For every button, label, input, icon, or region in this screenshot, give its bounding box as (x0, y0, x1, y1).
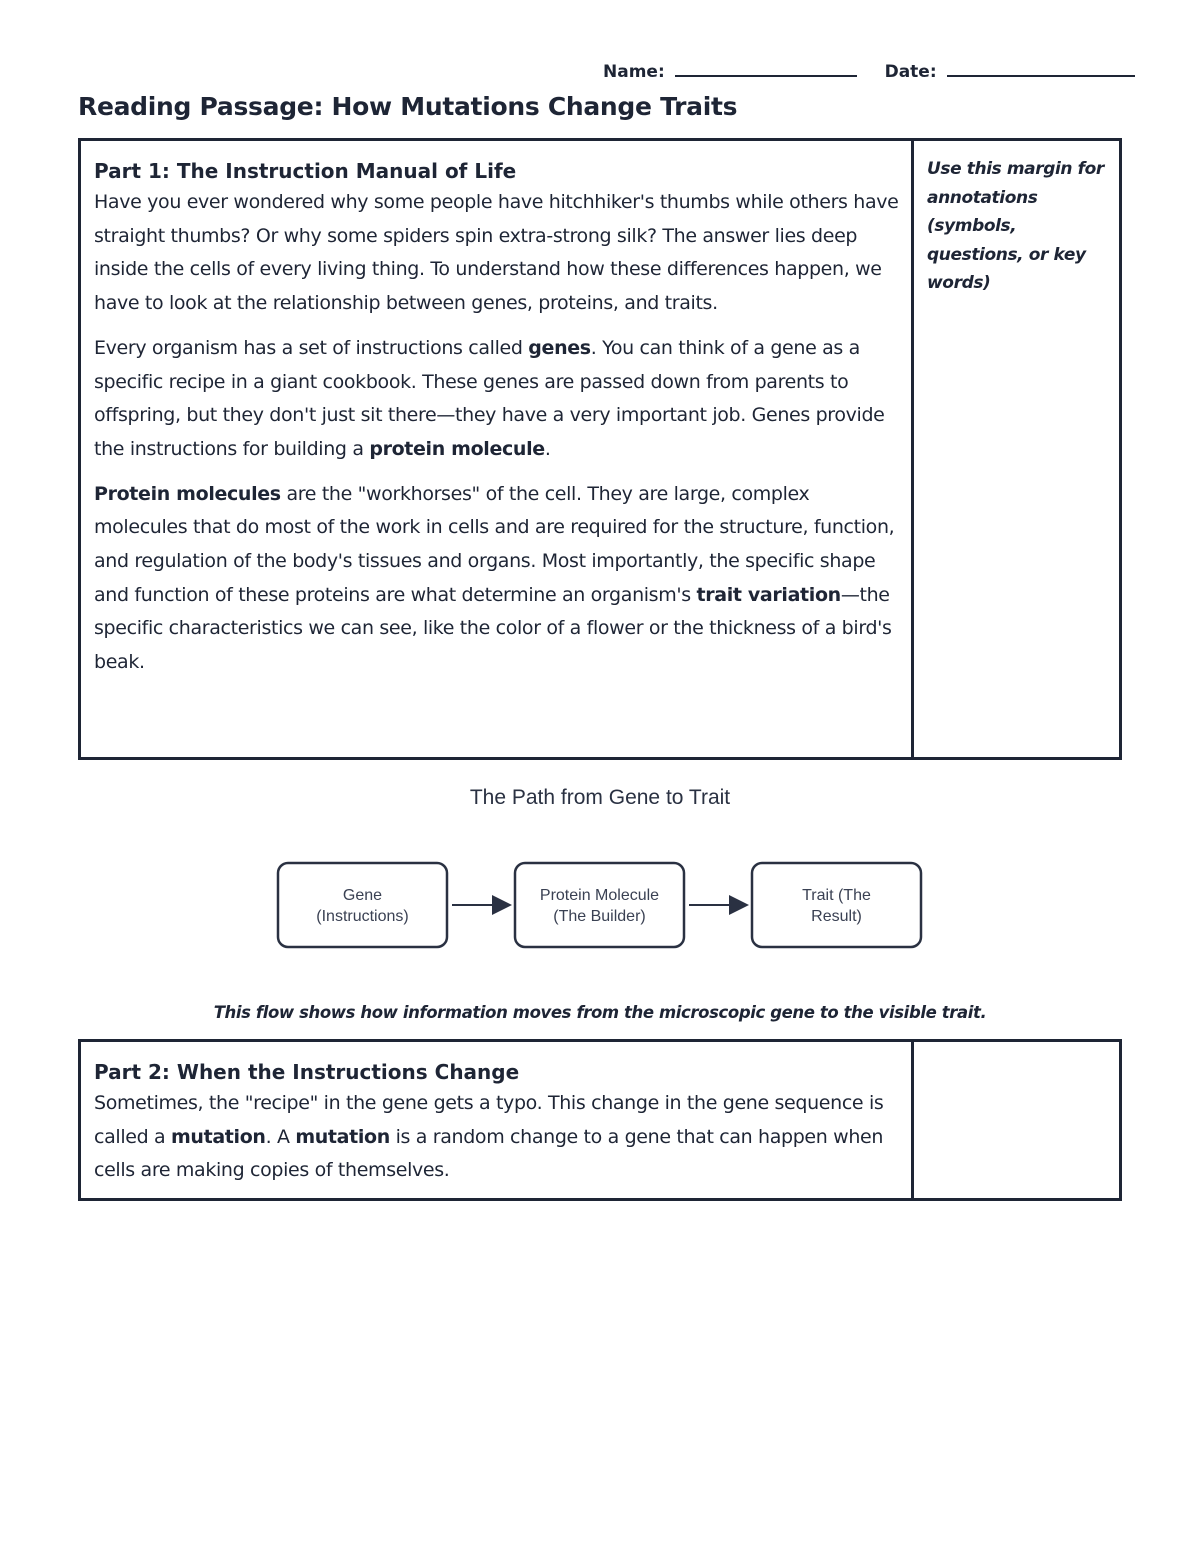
flow-box-trait-line1: Trait (The (802, 887, 871, 904)
term-mutation-2: mutation (295, 1125, 390, 1148)
part1-panel (78, 138, 1122, 760)
diagram-caption: This flow shows how information moves from the microscopic gene to the visible trait. (213, 1003, 987, 1022)
part2-panel (78, 1039, 1122, 1201)
gene-to-trait-flow (0, 850, 1200, 960)
date-field[interactable] (947, 61, 1135, 77)
flow-box-protein (515, 863, 684, 947)
annotation-margin-part2[interactable] (914, 1042, 1119, 1198)
page-title: Reading Passage: How Mutations Change Traits (78, 92, 738, 121)
flow-box-gene-line1: Gene (342, 887, 383, 904)
name-date-header (603, 61, 1135, 82)
term-mutation: mutation (170, 1125, 266, 1148)
term-genes: genes (528, 336, 591, 359)
flow-box-protein-line2: (The Builder) (553, 908, 646, 925)
name-label: Name: (603, 62, 665, 82)
name-field[interactable] (675, 61, 857, 77)
term-protein-molecules: Protein molecules (94, 482, 281, 505)
part2-passage (81, 1042, 914, 1198)
diagram-title: The Path from Gene to Trait (469, 786, 731, 809)
annotation-margin[interactable] (914, 141, 1119, 757)
flow-box-trait-line2: Result) (811, 908, 862, 925)
part1-paragraph-2: Every organism has a set of instructions called genes. You can think of a gene as a specific recipe in a giant cookbook. These genes are passed down from parents to offspring, but they don't just sit there—they have a very important job. Genes provide the instructions for building a protein molecule. (94, 336, 885, 460)
part2-heading: Part 2: When the Instructions Change (94, 1060, 520, 1084)
margin-note: Use this margin for annotations (symbols, questions, or key words) (927, 159, 1104, 293)
part1-paragraph-3: Protein molecules are the "workhorses" of the cell. They are large, complex molecules that do most of the work in cells and are required for the structure, function, and regulation of the body's tissues and organs. Most importantly, the specific shape and function of these proteins are what determine an organism's trait variation—the specific characteristics we can see, like the color of a flower or the thickness of a bird's beak. (94, 482, 895, 674)
part1-passage (81, 141, 914, 757)
term-trait-variation: trait variation (696, 583, 841, 606)
flow-box-gene-line2: (Instructions) (316, 908, 409, 925)
term-protein-molecule: protein molecule (369, 437, 545, 460)
flow-box-trait (752, 863, 921, 947)
flow-box-protein-line1: Protein Molecule (539, 887, 660, 904)
date-label: Date: (884, 62, 937, 82)
part1-heading: Part 1: The Instruction Manual of Life (94, 159, 517, 183)
flow-box-gene (278, 863, 447, 947)
part1-paragraph-1: Have you ever wondered why some people have hitchhiker's thumbs while others have straight thumbs? Or why some spiders spin extra-strong silk? The answer lies deep inside the cells of every living thing. To understand how these differences happen, we have to look at the relationship between genes, proteins, and traits. (94, 191, 899, 315)
part2-paragraph-1: Sometimes, the "recipe" in the gene gets a typo. This change in the gene sequence is called a mutation. A mutation is a random change to a gene that can happen when cells are making copies of themselves. (94, 1092, 884, 1182)
